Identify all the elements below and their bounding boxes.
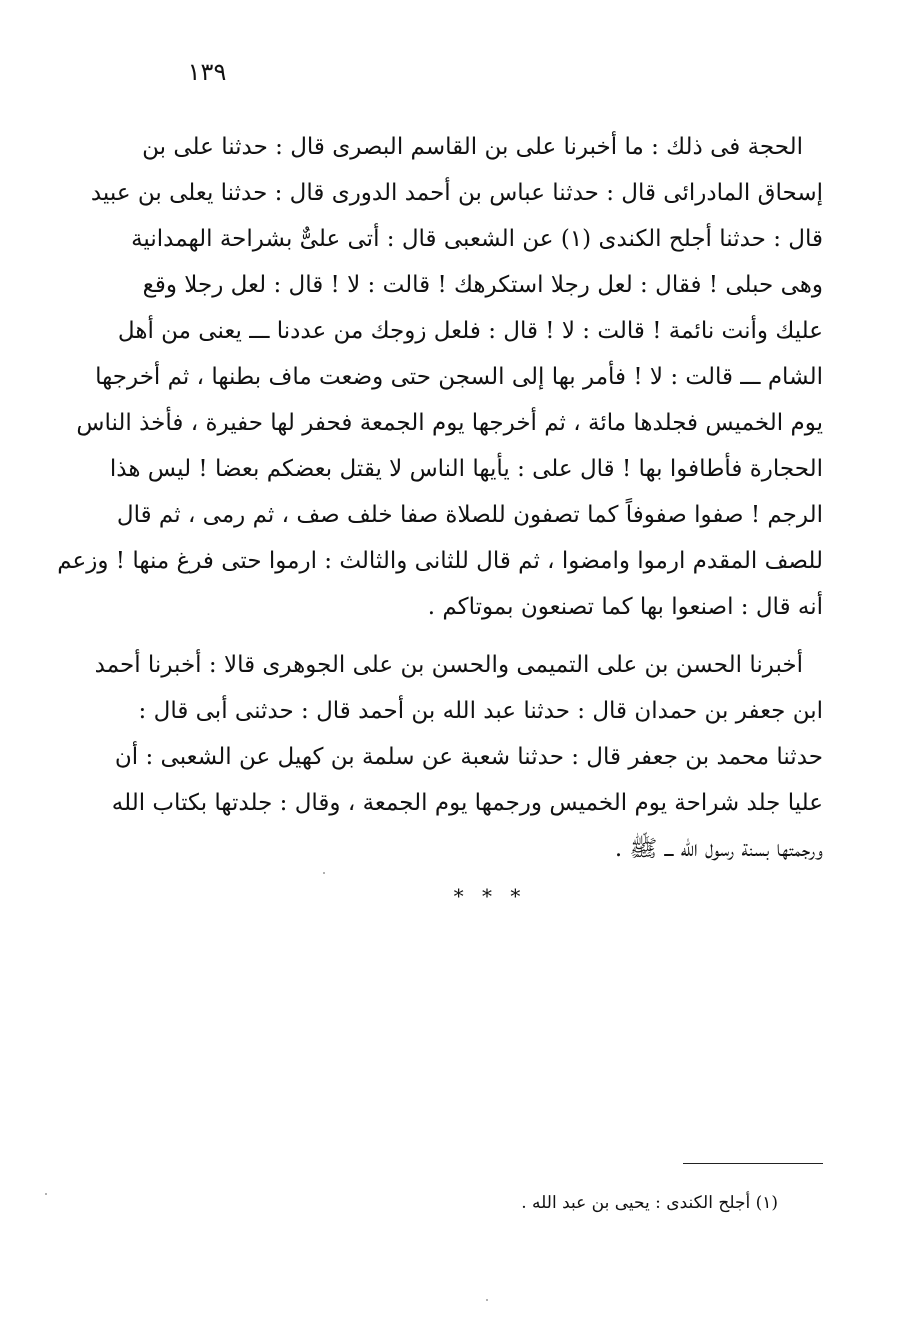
page-number: ١٣٩ <box>187 58 227 86</box>
text-line: للصف المقدم ارموا وامضوا ، ثم قال للثانى والثالث : ارموا حتى فرغ منها ! وزعم <box>57 548 823 574</box>
text-line: الرجم ! صفوا صفوفاً كما تصفون للصلاة صفا خلف صف ، ثم رمى ، ثم قال <box>116 502 823 528</box>
text-line: عليا جلد شراحة يوم الخميس ورجمها يوم الجمعة ، وقال : جلدتها بكتاب الله <box>111 790 823 816</box>
text-line: الشام ـــ قالت : لا ! فأمر بها إلى السجن حتى وضعت ماف بطنها ، ثم أخرجها <box>95 364 823 390</box>
text-line: أنه قال : اصنعوا بها كما تصنعون بموتاكم . <box>427 594 823 620</box>
text-line: يوم الخميس فجلدها مائة ، ثم أخرجها يوم الجمعة فحفر لها حفيرة ، فأخذ الناس <box>76 410 823 436</box>
footnote: (١) أجلح الكندى : يحيى بن عبد الله . <box>521 1193 778 1213</box>
section-separator: * * * <box>453 884 527 908</box>
text-line: إسحاق المادرائى قال : حدثنا عباس بن أحمد الدورى قال : حدثنا يعلى بن عبيد <box>90 180 823 206</box>
text-line: عليك وأنت نائمة ! قالت : لا ! قال : فلعل زوجك من عددنا ـــ يعنى من أهل <box>117 318 823 344</box>
text-line: حدثنا محمد بن جعفر قال : حدثنا شعبة عن سلمة بن كهيل عن الشعبى : أن <box>114 744 823 770</box>
text-line: قال : حدثنا أجلح الكندى (١) عن الشعبى قال : أتى علىٌّ بشراحة الهمدانية <box>131 226 823 252</box>
text-line: ابن جعفر بن حمدان قال : حدثنا عبد الله بن أحمد قال : حدثنى أبى قال : <box>138 698 823 724</box>
text-line: وهى حبلى ! فقال : لعل رجلا استكرهك ! قالت : لا ! قال : لعل رجلا وقع <box>142 272 823 298</box>
scan-speck <box>323 872 325 874</box>
text-line: ورجمتها بسنة رسول الله ـــ ﷺ . <box>614 836 823 862</box>
scan-speck <box>45 1193 47 1195</box>
text-line: الحجارة فأطافوا بها ! قال على : يأيها الناس لا يقتل بعضكم بعضا ! ليس هذا <box>109 456 823 482</box>
footnote-divider <box>683 1163 823 1164</box>
text-line: أخبرنا الحسن بن على التميمى والحسن بن على الجوهرى قالا : أخبرنا أحمد <box>94 652 803 678</box>
text-line: الحجة فى ذلك : ما أخبرنا على بن القاسم البصرى قال : حدثنا على بن <box>142 134 803 160</box>
scan-speck <box>486 1299 488 1301</box>
